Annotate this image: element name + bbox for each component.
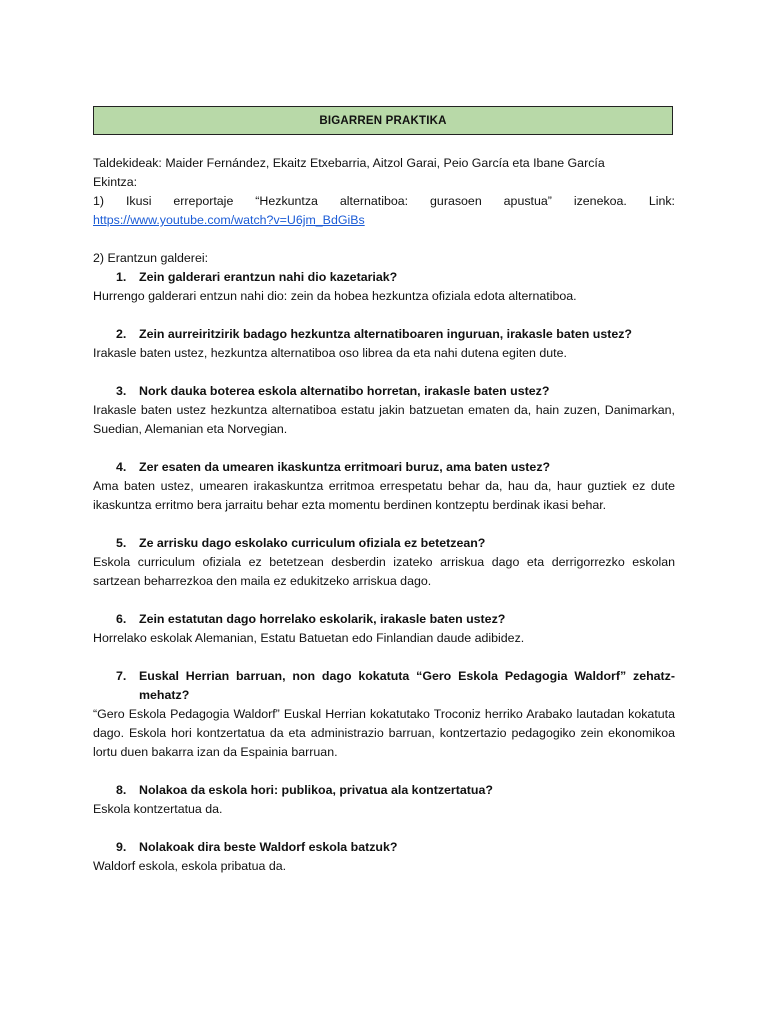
question-number: 2. — [116, 327, 127, 341]
spacer — [93, 819, 675, 838]
question-item — [93, 458, 675, 477]
question-number: 6. — [116, 612, 127, 626]
question-number: 4. — [116, 460, 127, 474]
question-number: 9. — [116, 840, 127, 854]
team-label: Taldekideak: — [93, 156, 162, 170]
question-item — [93, 268, 675, 287]
answer-text: Horrelako eskolak Alemanian, Estatu Batuetan edo Finlandian daude adibidez. — [93, 631, 525, 645]
question-number: 1. — [116, 270, 127, 284]
question-item — [93, 610, 675, 629]
step2-label: 2) Erantzun galderei: — [93, 251, 209, 265]
answer-text: Irakasle baten ustez, hezkuntza alternatiboa oso librea da eta nahi dutena egiten dute. — [93, 346, 567, 360]
answer-text: Ama baten ustez, umearen irakaskuntza erritmoa errespetatu behar da, hau da, haur guztiek ez dute ikaskuntza erritmo bera jarraitu behar ezta momentu berdinen kontzeptu berdinak ikasi behar. — [93, 479, 675, 512]
team-line — [93, 154, 675, 173]
question-text: Euskal Herrian barruan, non dago kokatuta “Gero Eskola Pedagogia Waldorf” zehatz-mehatz? — [139, 669, 675, 702]
question-item — [93, 667, 675, 705]
team-members: Maider Fernández, Ekaitz Etxebarria, Aitzol Garai, Peio García eta Ibane García — [161, 156, 605, 170]
answer-text: Eskola curriculum ofiziala ez betetzean desberdin izateko arriskua dago eta derrigorrezko eskolan sartzean beharrezkoa den maila ez edukitzeko arriskua dago. — [93, 555, 675, 588]
spacer — [93, 439, 675, 458]
question-number: 5. — [116, 536, 127, 550]
ekintza-label: Ekintza: — [93, 175, 138, 189]
question-item — [93, 838, 675, 857]
question-item — [93, 382, 675, 401]
youtube-link[interactable]: https://www.youtube.com/watch?v=U6jm_BdGiBs — [93, 213, 365, 227]
step1-number: 1) — [93, 194, 105, 208]
step1-text: Ikusi erreportaje “Hezkuntza alternatiboa: gurasoen apustua” izenekoa. Link: — [104, 194, 675, 208]
spacer — [93, 306, 675, 325]
answer-text: Hurrengo galderari entzun nahi dio: zein da hobea hezkuntza ofiziala edota alternatiboa. — [93, 289, 577, 303]
question-text: Ze arrisku dago eskolako curriculum ofiziala ez betetzean? — [139, 536, 486, 550]
spacer — [93, 591, 675, 610]
question-text: Nolakoak dira beste Waldorf eskola batzuk? — [139, 840, 398, 854]
question-text: Nork dauka boterea eskola alternatibo horretan, irakasle baten ustez? — [139, 384, 550, 398]
spacer — [93, 363, 675, 382]
question-text: Zein estatutan dago horrelako eskolarik, irakasle baten ustez? — [139, 612, 506, 626]
question-text: Zein galderari erantzun nahi dio kazetariak? — [139, 270, 398, 284]
document-title: BIGARREN PRAKTIKA — [93, 106, 673, 135]
document-body — [93, 154, 675, 876]
question-text: Zein aurreiritzirik badago hezkuntza alternatiboaren inguruan, irakasle baten ustez? — [139, 327, 632, 341]
question-number: 3. — [116, 384, 127, 398]
question-number: 8. — [116, 783, 127, 797]
spacer — [93, 515, 675, 534]
question-text: Nolakoa da eskola hori: publikoa, privatua ala kontzertatua? — [139, 783, 493, 797]
answer-text: Eskola kontzertatua da. — [93, 802, 223, 816]
step1-line — [93, 192, 675, 211]
question-item — [93, 534, 675, 553]
qa-list — [93, 268, 675, 876]
answer-text: Irakasle baten ustez hezkuntza alternatiboa estatu jakin batzuetan ematen da, hain zuzen, Danimarkan, Suedian, Alemanian eta Norvegian. — [93, 403, 675, 436]
question-text: Zer esaten da umearen ikaskuntza erritmoari buruz, ama baten ustez? — [139, 460, 551, 474]
question-item — [93, 781, 675, 800]
spacer — [93, 762, 675, 781]
answer-text: Waldorf eskola, eskola pribatua da. — [93, 859, 287, 873]
answer-text: “Gero Eskola Pedagogia Waldorf” Euskal Herrian kokatutako Troconiz herriko Arabako lautadan kokatuta dago. Eskola hori kontzertatua da eta administrazio barruan, kontzertazio pedagogiko zein ekonomikoa lortu duen bakarra izan da Espainia barruan. — [93, 707, 675, 759]
spacer — [93, 648, 675, 667]
step1-link-line — [93, 211, 675, 230]
question-number: 7. — [116, 669, 127, 683]
question-item — [93, 325, 675, 344]
